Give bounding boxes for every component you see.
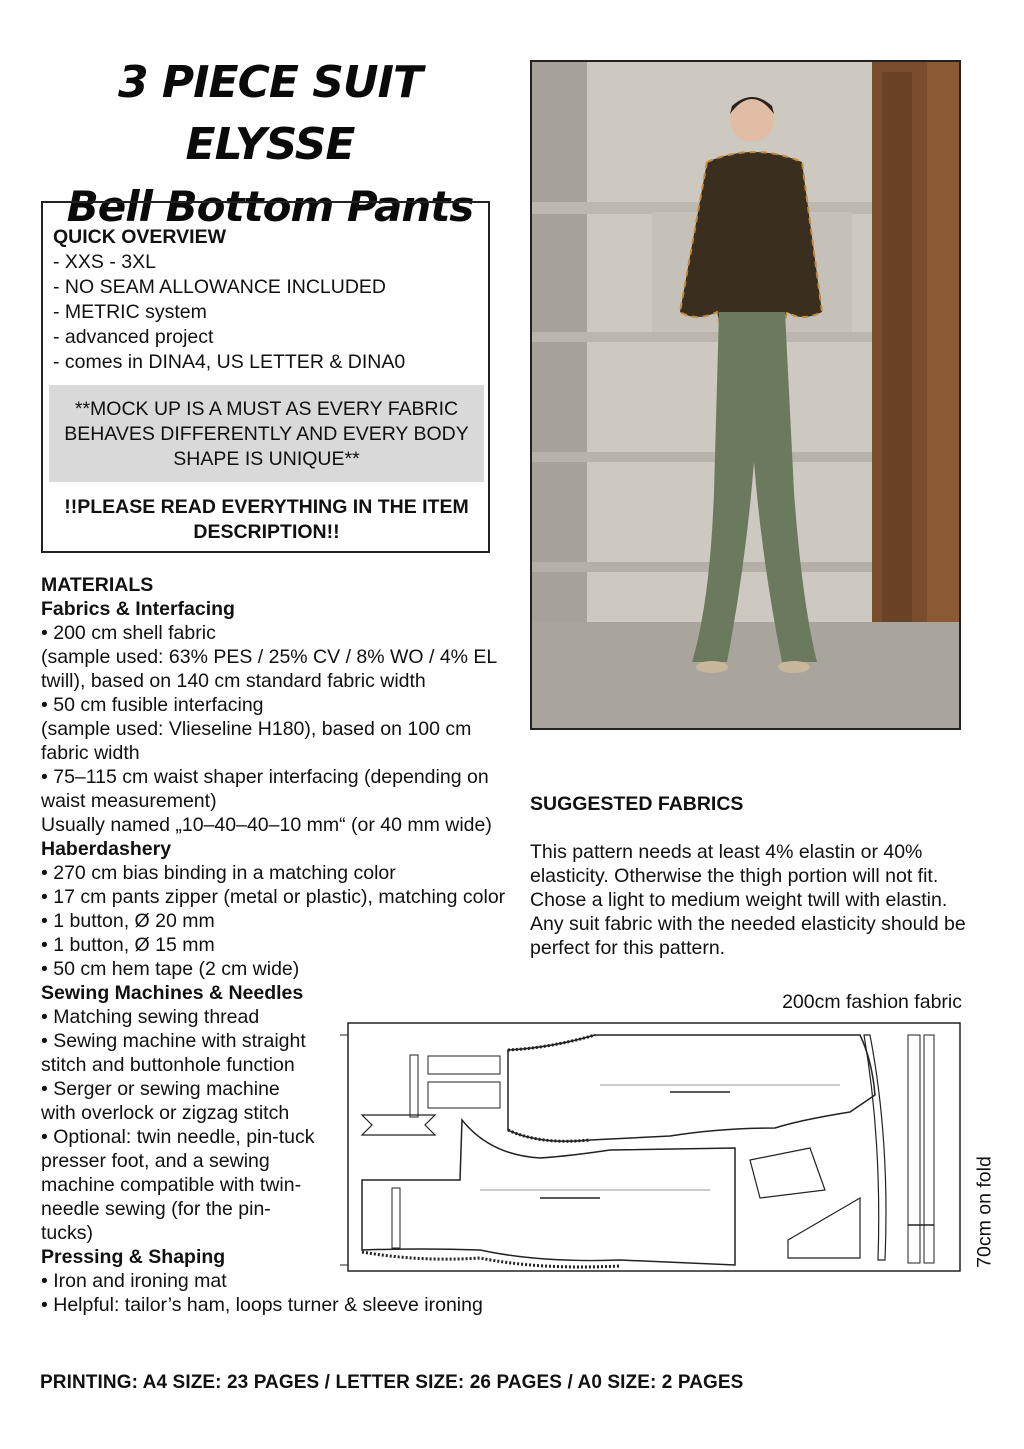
- materials-line: • Optional: twin needle, pin-tuck presser foot, and a sewing machine compatible with twin-needle sewing (for the pin-tucks): [41, 1126, 315, 1244]
- overview-item: - METRIC system: [53, 301, 207, 323]
- materials-line: • Matching sewing thread: [41, 1006, 260, 1028]
- materials-line: • 75–115 cm waist shaper interfacing (depending on waist measurement): [41, 766, 489, 812]
- overview-item: - NO SEAM ALLOWANCE INCLUDED: [53, 276, 387, 298]
- fold-label: 70cm on fold: [973, 1156, 996, 1268]
- model-photo: [530, 60, 961, 730]
- title-line-2: Bell Bottom Pants: [66, 182, 474, 231]
- overview-item: - XXS - 3XL: [53, 251, 156, 273]
- materials-line: • 1 button, Ø 20 mm: [41, 910, 215, 932]
- overview-item: - comes in DINA4, US LETTER & DINA0: [53, 351, 406, 373]
- mockup-note: **MOCK UP IS A MUST AS EVERY FABRIC BEHAVES DIFFERENTLY AND EVERY BODY SHAPE IS UNIQUE**: [49, 385, 484, 482]
- materials-line: • 1 button, Ø 15 mm: [41, 934, 215, 956]
- materials-heading: MATERIALS: [41, 574, 154, 596]
- materials-line: (sample used: 63% PES / 25% CV / 8% WO / 4% EL twill), based on 140 cm standard fabric width: [41, 646, 497, 692]
- overview-item: - advanced project: [53, 326, 214, 348]
- materials-line: • 200 cm shell fabric: [41, 622, 216, 644]
- materials-line: • Serger or sewing machine with overlock or zigzag stitch: [41, 1078, 290, 1124]
- model-photo-illustration: [532, 62, 959, 728]
- fabric-width-label: 200cm fashion fabric: [782, 991, 962, 1013]
- cutting-layout-diagram: [340, 1020, 965, 1275]
- title-line-1: 3 PIECE SUIT ELYSSE: [117, 57, 423, 170]
- read-note: !!PLEASE READ EVERYTHING IN THE ITEM DESCRIPTION!!: [64, 496, 469, 543]
- materials-line: (sample used: Vlieseline H180), based on 100 cm fabric width: [41, 718, 472, 764]
- suggested-text: This pattern needs at least 4% elastin or 40% elasticity. Otherwise the thigh portion will not fit. Chose a light to medium weight twill with elastin. Any suit fabric with the needed elasticity should be perfect for this pattern.: [530, 841, 966, 959]
- materials-line: • 270 cm bias binding in a matching color: [41, 862, 396, 884]
- materials-line: Usually named „10–40–40–10 mm“ (or 40 mm wide): [41, 814, 492, 836]
- sewing-heading: Sewing Machines & Needles: [41, 982, 304, 1004]
- materials-line: • 17 cm pants zipper (metal or plastic), matching color: [41, 886, 506, 908]
- fabrics-heading: Fabrics & Interfacing: [41, 598, 235, 620]
- quick-overview-box: [41, 201, 490, 553]
- overview-list: [53, 250, 405, 375]
- materials-line: • Sewing machine with straight stitch and buttonhole function: [41, 1030, 306, 1076]
- printing-info: PRINTING: A4 SIZE: 23 PAGES / LETTER SIZE: 26 PAGES / A0 SIZE: 2 PAGES: [40, 1372, 744, 1393]
- materials-line: • Iron and ironing mat: [41, 1270, 227, 1292]
- overview-heading: QUICK OVERVIEW: [53, 226, 226, 248]
- suggested-heading: SUGGESTED FABRICS: [530, 793, 744, 815]
- suggested-fabrics-section: [530, 792, 970, 960]
- materials-line: • 50 cm hem tape (2 cm wide): [41, 958, 300, 980]
- pressing-heading: Pressing & Shaping: [41, 1246, 226, 1268]
- materials-line: • Helpful: tailor’s ham, loops turner & sleeve ironing: [41, 1294, 483, 1316]
- materials-line: • 50 cm fusible interfacing: [41, 694, 264, 716]
- haberdashery-heading: Haberdashery: [41, 838, 172, 860]
